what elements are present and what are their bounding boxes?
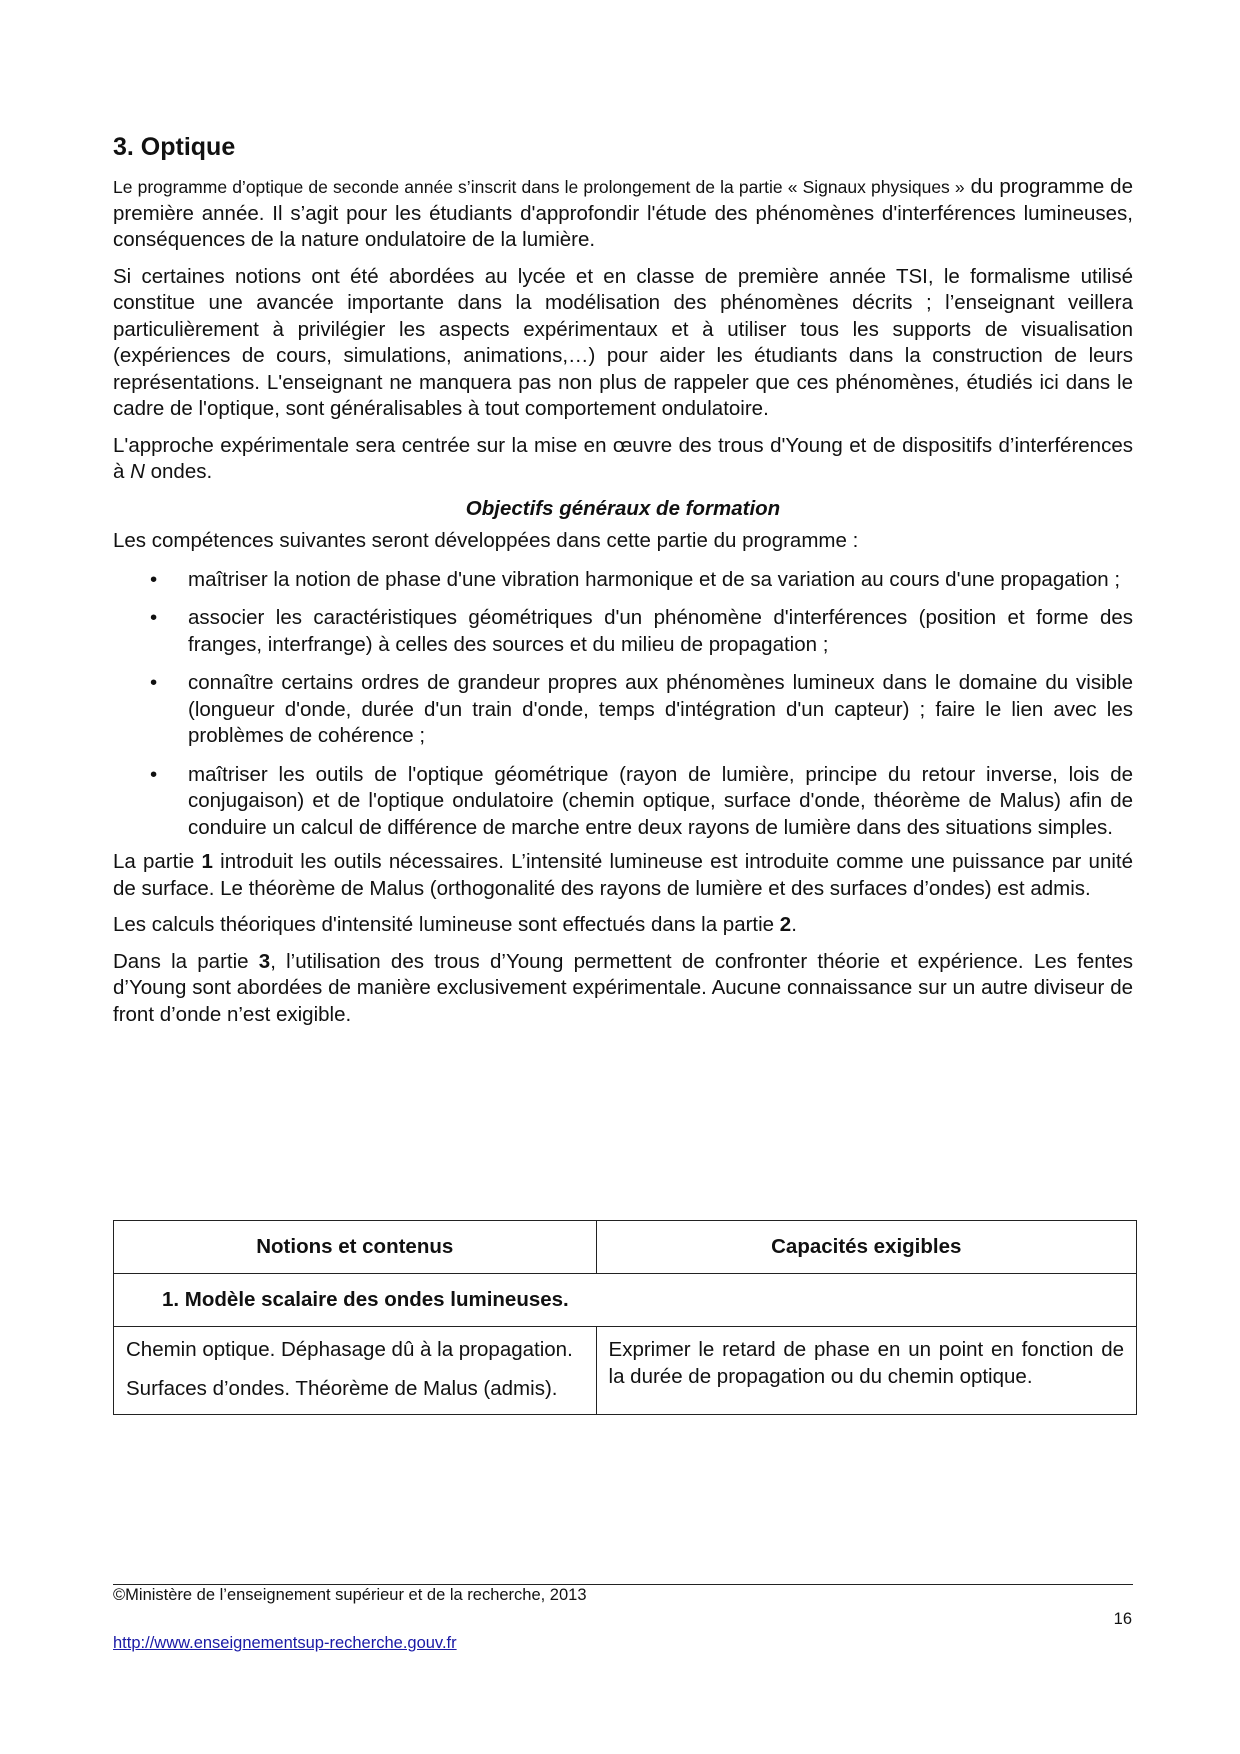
competences-intro: Les compétences suivantes seront développées dans cette partie du programme : [113, 529, 859, 552]
list-item: • associer les caractéristiques géométriques d'un phénomène d'interférences (position et forme des franges, interfrange) à celles des sources et du milieu de propagation ; [150, 606, 1133, 656]
table-header-row [114, 1221, 1137, 1274]
header-capacites: Capacités exigibles [596, 1221, 1136, 1274]
header-notions: Notions et contenus [114, 1221, 597, 1274]
list-item: • maîtriser la notion de phase d'une vibration harmonique et de sa variation au cours d'une propagation ; [113, 567, 1133, 594]
intro-rest: du programme de première année. Il s’agit pour les étudiants d'approfondir l'étude des phénomènes d'interférences lumineuses, conséquences de la nature ondulatoire de la lumière. [113, 175, 1133, 251]
program-table [113, 1220, 1137, 1415]
footer-copyright: ©Ministère de l’enseignement supérieur et de la recherche, 2013 [113, 1586, 587, 1604]
bullet-icon: • [150, 762, 158, 786]
part1-paragraph: La partie 1 introduit les outils nécessaires. L’intensité lumineuse est introduite comme une puissance par unité de surface. Le théorème de Malus (orthogonalité des rayons de lumière et des surfaces d’ondes) est admis. [113, 850, 1133, 900]
n-italic: N [130, 460, 145, 483]
table-row [114, 1327, 1137, 1415]
paragraph-3: L'approche expérimentale sera centrée sur la mise en œuvre des trous d'Young et de dispositifs d’interférences à N ondes. [113, 433, 1133, 483]
objectives-heading: Objectifs généraux de formation [465, 496, 781, 520]
part3-paragraph: Dans la partie 3, l’utilisation des trous d’Young permettent de confronter théorie et expérience. Les fentes d’Young sont abordées de manière exclusivement expérimentale. Aucune connaissance sur un autre diviseur de front d’onde n’est exigible. [113, 949, 1133, 1026]
bullet-icon: • [150, 567, 158, 591]
bullet-icon: • [150, 671, 158, 694]
competences-list [113, 567, 1133, 842]
page-number: 16 [1113, 1610, 1132, 1628]
section-row-title: 1. Modèle scalaire des ondes lumineuses. [114, 1274, 1137, 1327]
list-item: • connaître certains ordres de grandeur propres aux phénomènes lumineux dans le domaine du visible (longueur d'onde, durée d'un train d'onde, temps d'intégration d'un capteur) ; faire le lien avec les problèmes de cohérence ; [150, 671, 1133, 747]
part2-paragraph: Les calculs théoriques d'intensité lumineuse sont effectués dans la partie 2. [113, 913, 797, 936]
notions-cell: Chemin optique. Déphasage dû à la propagation. Surfaces d’ondes. Théorème de Malus (admis). [114, 1327, 597, 1415]
intro-paragraph [113, 174, 1133, 254]
capacites-cell: Exprimer le retard de phase en un point en fonction de la durée de propagation ou du chemin optique. [596, 1327, 1136, 1415]
intro-lead: Le programme d’optique de seconde année s’inscrit dans le prolongement de la partie « Signaux physiques » [113, 177, 965, 197]
table-section-row [114, 1274, 1137, 1327]
section-title: 3. Optique [113, 133, 236, 161]
bullet-icon: • [150, 606, 158, 629]
document-body [113, 132, 1133, 1038]
paragraph-2: Si certaines notions ont été abordées au lycée et en classe de première année TSI, le formalisme utilisé constitue une avancée importante dans la modélisation des phénomènes décrits ; l’enseignant veillera particulièrement à privilégier les aspects expérimentaux et à utiliser tous les supports de visualisation (expériences de cours, simulations, animations,…) pour aider les étudiants dans la construction de leurs représentations. L'enseignant ne manquera pas non plus de rappeler que ces phénomènes, étudiés ici dans le cadre de l'optique, sont généralisables à tout comportement ondulatoire. [113, 264, 1133, 420]
footer-link[interactable]: http://www.enseignementsup-recherche.gouv.fr [113, 1634, 457, 1652]
list-item: • maîtriser les outils de l'optique géométrique (rayon de lumière, principe du retour inverse, lois de conjugaison) et de l'optique ondulatoire (chemin optique, surface d'onde, théorème de Malus) afin de conduire un calcul de différence de marche entre deux rayons de lumière dans des situations simples. [150, 762, 1133, 839]
